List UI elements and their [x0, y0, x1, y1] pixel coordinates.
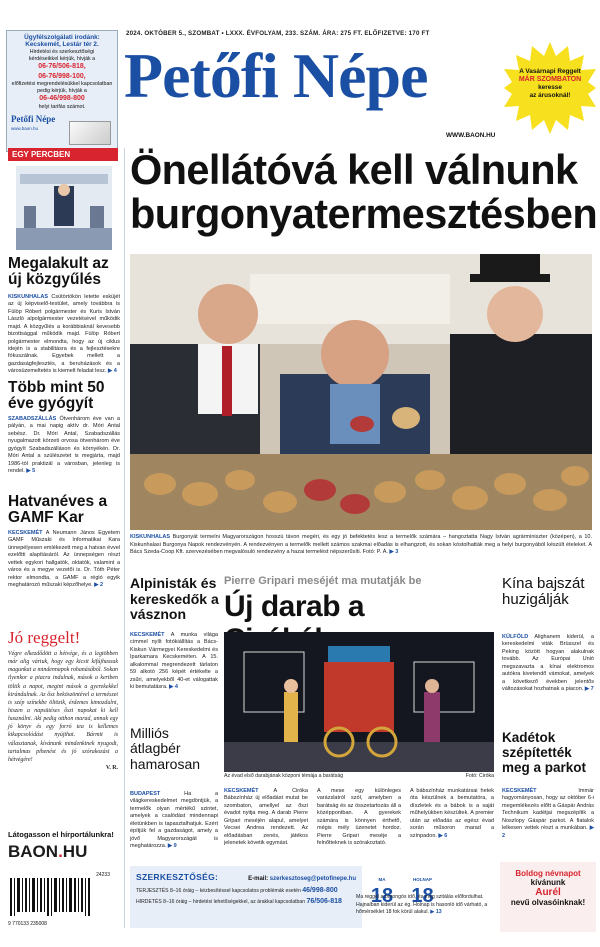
nameday-line: nevű olvasóinknak!	[510, 898, 586, 907]
barcode-icon	[8, 878, 108, 916]
section-tag: EGY PERCBEN	[8, 148, 118, 161]
distribution-phone: 46/998-800	[302, 887, 338, 894]
headline-milliok: Milliós átlagbér hamarosan	[130, 725, 201, 772]
small-url: www.baon.hu	[11, 126, 39, 132]
location-keyword: SZABADSZÁLLÁS	[8, 416, 57, 422]
location-keyword: KISKUNHALAS	[8, 294, 49, 300]
forecast-text: Ma reggel a borongós idő, és még szitálás előfordulhat. Hajnalban kiderül az ég. Holnap is hasonló idő várható, a hőmérséklet 18 fok körül alakul.	[356, 894, 488, 916]
main-photo-caption	[130, 534, 592, 557]
newspaper-thumbnail	[69, 121, 111, 145]
main-headline: Önellátóvá kell válnunk burgonyatermesztésben	[130, 146, 598, 237]
article-text: A Ciróka Bábszínház új előadást mutat be szombaton, amellyel az őszi évadot nyitja meg. A darab Pierre Gripari meséjén alapul, amelyet Vecsei Andrea rendezett. Az előadásban zenés, játékos jelenetek követik egymást.	[224, 788, 308, 847]
barcode-number: 9 770133 235008	[8, 921, 47, 927]
page-ref: ▶ 7	[584, 686, 594, 693]
page-ref: ▶ 2	[502, 825, 595, 839]
info-line: helyi tarifás számot.	[38, 103, 86, 110]
potato-photo	[130, 254, 592, 530]
nameday-name: Aurél	[535, 887, 561, 898]
good-morning-text	[8, 650, 118, 772]
article-text: A mese egy különleges varázslatról szól, amelyben a barátság és az összetartozás áll a középpontban. A gyerekek számára is könnyen érthető, mégis mély üzenetet hordoz. Pierre Gripari meséje a felnőtteknek is szórakoztató.	[317, 788, 401, 847]
location-keyword: KECSKEMÉT	[502, 788, 537, 794]
page-ref: ▶ 4	[169, 684, 178, 691]
phone-number: 06-76/998-100,	[38, 72, 86, 80]
distribution-info: TERJESZTÉS 8–16 óráig – kézbesítéssel kapcsolatos problémák esetén	[136, 888, 301, 894]
tomorrow-temperature: 18	[411, 885, 434, 907]
kicker-gripari: Pierre Gripari meséjét ma mutatják be	[224, 575, 422, 587]
promo-starburst	[504, 42, 596, 134]
column-rule	[124, 148, 125, 928]
phone-number: 06-76/506-818,	[38, 63, 86, 71]
puppet-theatre-photo	[224, 632, 494, 772]
article-gamf	[8, 530, 120, 589]
location-keyword: KISKUNHALAS	[130, 534, 171, 540]
nameday-line: Boldog névnapot	[515, 869, 581, 878]
article-text: A Neumann János Egyetem GAMF Műszaki és Informatikai Kara ünnepélyesen emlékezett meg a hatvan évvel ezelőtti alapításáról. Az ünnepségen részt vettek egykori hallgatók, oktatók, valamint a város és a megye vezetői is. Dr. Tóth Péter rektor elmondta, a GAMF a régió egyik meghatározó műszaki képzőhelye.	[8, 530, 120, 588]
page-ref: ▶ 5	[26, 467, 36, 474]
promo-line: A Vasárnapi Reggelt	[519, 68, 581, 75]
article-text: A bábszínház munkatársai hetek óta készülnek a bemutatóra, a díszletek és a bábok is a saját műhelyükben készültek. A premier után az előadás az egész évad során műsoron marad a színpadon.	[410, 788, 494, 839]
article-alpinistak	[130, 632, 218, 692]
info-line: Hirdetési és szerkesztőségi	[29, 48, 95, 55]
article-gyogyit	[8, 416, 120, 475]
caption-text: Burgonyát termelni Magyarországon hosszú távon megéri, és egy jó befektetés lesz a termelők számára – hangoztatta Nagy István agrárminiszter (középen), a 10. Kiskunhalasi Burgonya Napok rendezvényén. A rendezvényen a termelők mellett számos szakmai előadás is elhangzott, és sokan kóstolhatták meg a helyi burgonyából készült ételeket. A Bács Szeda-Coop Kft. szervezésében megvalósuló rendezvény a hazai termelést népszerűsíti.	[130, 534, 592, 556]
page-ref: ▶ 4	[107, 368, 117, 375]
article-text: Ötvenhárom éve van a pályán, a mai napig aktív dr. Móri Antal sebész. Dr. Móri Antal, Szabadszállás nyugalmazott körzeti orvosa ötvenhárom éve gyógyít Szabadszálláson és környékén. Dr. Móri Antal a szülészetet is megjárta, majd 1986-tól praktizál a városban, jelenleg is rendel.	[8, 416, 120, 474]
info-line: kérdéseikkel kérjük, hívják a	[28, 55, 96, 62]
issue-number: 24233	[96, 872, 110, 878]
location-keyword: KÜLFÖLD	[502, 634, 529, 640]
headline-cirokaban: Új darab a	[224, 590, 365, 623]
promo-line-red: MÁR SZOMBATON	[518, 75, 582, 83]
baon-logo[interactable]	[8, 842, 87, 862]
office-address: Ügyfélszolgálati irodánk: Kecskemét, Lestár tér 2.	[24, 34, 100, 49]
customer-service-box	[6, 30, 118, 152]
headline-alpinistak: Alpinisták és kereskedők a vásznon	[130, 575, 219, 623]
website: WWW.BAON.HU	[446, 132, 496, 139]
article-ciroka-col2	[317, 788, 401, 848]
email-link[interactable]: szerkesztoseg@petofinepe.hu	[269, 876, 356, 882]
advertising-info: HIRDETÉS 8–16 óráig – hirdetési lehetőségekkel, az árakkal kapcsolatban	[136, 898, 306, 905]
article-text: Csütörtökön letette esküjét az új képviselő-testület, amely továbbra is Fülöp Róbert polgármester és Kuris István László alpolgármester vezetésével működik majd. A közgyűlés a korábbiaknál kevesebb bizottsággal működik majd. Fülöp Róbert polgármester elmondta, hogy az új ciklus idején is a stabilitásra és a fejlesztésekre fókuszálnak. Egyebek mellett a gazdaságfejlesztés, a beruházások és a városüzemeltetés is kiemelt feladat lesz.	[8, 294, 121, 375]
email-label: E-mail:	[248, 876, 269, 882]
small-masthead-logo: Petőfi Népe	[11, 114, 56, 125]
barcode	[8, 872, 118, 928]
article-text: Alighanem kiderül, a kereskedelmi viták Brüsszel és Peking között hogyan alakulnak tovább. Az Európai Unió megszavazta a kínai elektromos autókra kivetendő vámokat, amelyek a következő években jelentős változásokat hozhatnak a piacon.	[502, 634, 594, 693]
location-keyword: KECSKEMÉT	[130, 632, 165, 638]
headline-kozgyules: Megalakult az új közgyűlés	[8, 255, 109, 289]
editorial-contact-box	[130, 866, 362, 928]
today-label: MA	[378, 877, 386, 882]
page-ref: ▶ 3	[389, 549, 399, 556]
baon-logo-main: BAON	[8, 842, 59, 861]
good-morning-title: Jó reggelt!	[8, 628, 81, 647]
today-temperature: 18	[370, 885, 394, 907]
article-milliok	[130, 791, 218, 851]
location-keyword: KECSKEMÉT	[8, 530, 43, 536]
photo-credit: Fotó: P. Á.	[362, 549, 388, 556]
phone-number: 06-46/998-800	[39, 95, 85, 103]
headline-gamf: Hatvanéves a GAMF Kar	[8, 493, 108, 527]
page-ref: ▶ 9	[167, 843, 177, 850]
promo-line: keresse	[538, 84, 562, 92]
headline-gyogyit: Több mint 50 éve gyógyít	[8, 379, 105, 413]
stage-photo-caption	[224, 773, 494, 779]
editorial-label: SZERKESZTŐSÉG:	[136, 872, 219, 882]
tomorrow-label: HOLNAP	[412, 877, 432, 882]
article-kadetok	[502, 788, 594, 840]
council-photo	[16, 166, 112, 250]
column-text: Végre elkezdődött a hétvége, és a legtöbben már alig vártuk, hogy egy kicsit kifújhassuk magunkat a mindennapok rohanásából. Sokan ilyenkor a piacra indulnak, mások a kertben töltik a napot, megint mások a gyerekekkel kirándulnak. Az ősz beköszöntével a természet is szép színekbe öltözik, érdemes kimozdulni, hiszen a napsütéses őszi napokat ki kell használni. Aki pedig otthon marad, annak egy jó könyv és egy forró tea is kellemes kikapcsolódást nyújthat. Bármit is választanak, kívánunk mindenkinek nyugodt, tartalmas pihenést és jó szórakozást a hétvégére!	[8, 651, 118, 763]
article-kozgyules	[8, 294, 120, 376]
headline-kadetok: Kadétok szépítették meg a parkot	[502, 730, 587, 776]
article-kina	[502, 634, 594, 694]
page-ref: ▶ 13	[430, 909, 442, 916]
page-ref: ▶ 2	[94, 581, 104, 588]
author-sign: V. R.	[105, 764, 118, 771]
weather-text	[356, 894, 498, 917]
baon-logo-tld: HU	[62, 842, 88, 861]
location-keyword: BUDAPEST	[130, 791, 161, 797]
headline-kina: Kína bajszát huzigálják	[502, 575, 585, 608]
article-ciroka-col3	[410, 788, 494, 840]
masthead: Petőfi Népe	[124, 40, 428, 111]
caption-text: Az évad első darabjának közponi témája a barátság	[224, 773, 344, 779]
advertising-phone: 76/506-818	[306, 897, 342, 905]
promo-line: az árusoknál!	[529, 91, 571, 99]
article-text: A munka világa címmel nyílt fotókiállítás a Bács-Kiskun Vármegyei Kereskedelmi és Iparkamara Kecskeméten. A 15. alkalommal megrendezett tárlaton 59 alkotó 256 képét értékelte a zsűri, amelyekből 40-et válogattak ki bemutatásra.	[130, 632, 218, 691]
nameday-line: kívánunk	[530, 878, 566, 887]
article-text: Immár hagyományosan, hogy az október 6-i megemlékezés előtt a Gáspár András Technikum kadétjai megszépítik a Noszlopy Gáspár parkot. A fiatalok lelkesen vettek részt a munkában.	[502, 788, 594, 832]
baon-logo-dot: .	[58, 842, 63, 861]
visit-portal-text: Látogasson el hírportálunkra!	[8, 830, 114, 839]
location-keyword: KECSKEMÉT	[224, 788, 259, 794]
article-text: Ha a világkereskedelmet megdöntjük, a termelők olyan mértékű szintet, amelyek a csalódást mindennapi életünkben is tapasztalhatjuk. Ezért építjük fel a gazdaságot, amely a jövő Magyarországát is meghatározza.	[130, 791, 219, 850]
page-ref: ▶ 6	[438, 832, 448, 839]
name-day-box	[500, 862, 596, 932]
dateline: 2024. OKTÓBER 5., SZOMBAT • LXXX. ÉVFOLYAM, 233. SZÁM. ÁRA: 275 FT. ELŐFIZETVE: 170 FT	[126, 30, 430, 37]
info-line: előfizetési megrendelésükkel kapcsolatban pedig kérjük, hívják a	[11, 80, 113, 94]
article-ciroka-col1	[224, 788, 308, 848]
photo-credit: Fotó: Ciróka	[465, 773, 494, 779]
